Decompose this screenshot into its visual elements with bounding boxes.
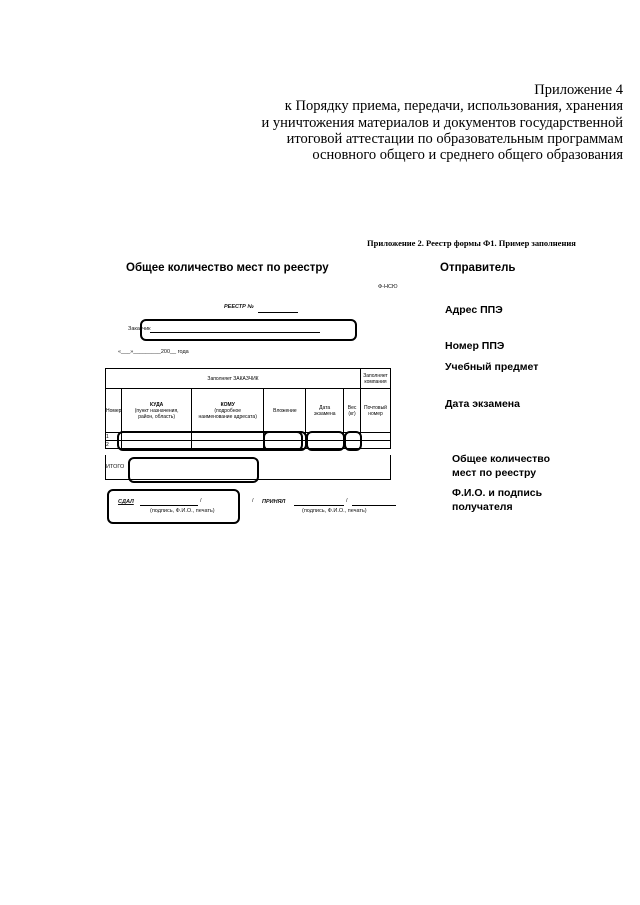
callout-total-line-2: мест по реестру bbox=[452, 467, 537, 479]
form-date: «___»_________200__ года bbox=[118, 349, 189, 355]
col-where: КУДА (пункт назначения, район, область) bbox=[122, 389, 192, 433]
callout-receiver-line-1: Ф.И.О. и подпись bbox=[452, 487, 543, 499]
received-sign-line bbox=[294, 505, 344, 506]
callout-exam-date: Дата экзамена bbox=[445, 398, 520, 410]
group-header-company: Заполняет компания bbox=[361, 369, 391, 389]
sender-highlight bbox=[140, 319, 357, 341]
appendix-header bbox=[63, 82, 623, 163]
row-number: 2 bbox=[106, 441, 122, 449]
registry-title: РЕЕСТР № bbox=[224, 304, 254, 310]
header-line-5: основного общего и среднего общего образования bbox=[312, 147, 623, 164]
col-ref-number: Почтовый номер bbox=[361, 389, 391, 433]
callout-total-places-top: Общее количество мест по реестру bbox=[126, 262, 329, 274]
total-highlight bbox=[128, 457, 259, 483]
form-code: Ф-НСЮ bbox=[378, 284, 398, 290]
registry-number-line bbox=[258, 312, 298, 313]
callout-ppe-number: Номер ППЭ bbox=[445, 340, 505, 352]
row-highlight-date bbox=[306, 431, 345, 451]
total-label: ИТОГО bbox=[106, 464, 125, 470]
callout-sender: Отправитель bbox=[440, 262, 516, 274]
received-sign-hint: (подпись, Ф.И.О., печать) bbox=[302, 508, 367, 514]
received-label: ПРИНЯЛ bbox=[262, 499, 286, 505]
callout-ppe-address: Адрес ППЭ bbox=[445, 304, 503, 316]
header-line-3: и уничтожения материалов и документов государственной bbox=[261, 114, 623, 131]
col-num: Номер bbox=[106, 389, 122, 433]
sender-label: Заказчик bbox=[128, 326, 151, 332]
table-group-header-row bbox=[106, 369, 391, 389]
sent-sign-line bbox=[140, 505, 198, 506]
sent-sign-hint: (подпись, Ф.И.О., печать) bbox=[150, 508, 215, 514]
col-date: Дата экзамена bbox=[306, 389, 344, 433]
callout-total-line-1: Общее количество bbox=[452, 453, 551, 465]
row-number: 1 bbox=[106, 433, 122, 441]
header-line-1: Приложение 4 bbox=[534, 82, 623, 98]
col-contents: Вложение bbox=[264, 389, 306, 433]
row-highlight-weight bbox=[344, 431, 362, 451]
sender-signature-highlight bbox=[107, 489, 240, 524]
row-highlight-contents bbox=[263, 431, 307, 451]
group-header-customer: Заполняет ЗАКАЗЧИК bbox=[106, 369, 361, 389]
header-line-4: итоговой аттестации по образовательным программам bbox=[286, 130, 623, 147]
received-name-line bbox=[352, 505, 396, 506]
sent-label: СДАЛ bbox=[118, 499, 134, 505]
callout-receiver bbox=[452, 486, 542, 514]
header-line-2: к Порядку приема, передачи, использования, хранения bbox=[284, 98, 623, 115]
col-weight: Вес (кг) bbox=[344, 389, 361, 433]
table-column-header-row bbox=[106, 389, 391, 433]
col-whom: КОМУ (подробное наименование адресата) bbox=[191, 389, 264, 433]
callout-subject: Учебный предмет bbox=[445, 361, 539, 373]
callout-total-places bbox=[452, 452, 550, 480]
callout-receiver-line-2: получателя bbox=[452, 501, 513, 513]
figure-caption: Приложение 2. Реестр формы Ф1. Пример заполнения bbox=[367, 238, 576, 248]
